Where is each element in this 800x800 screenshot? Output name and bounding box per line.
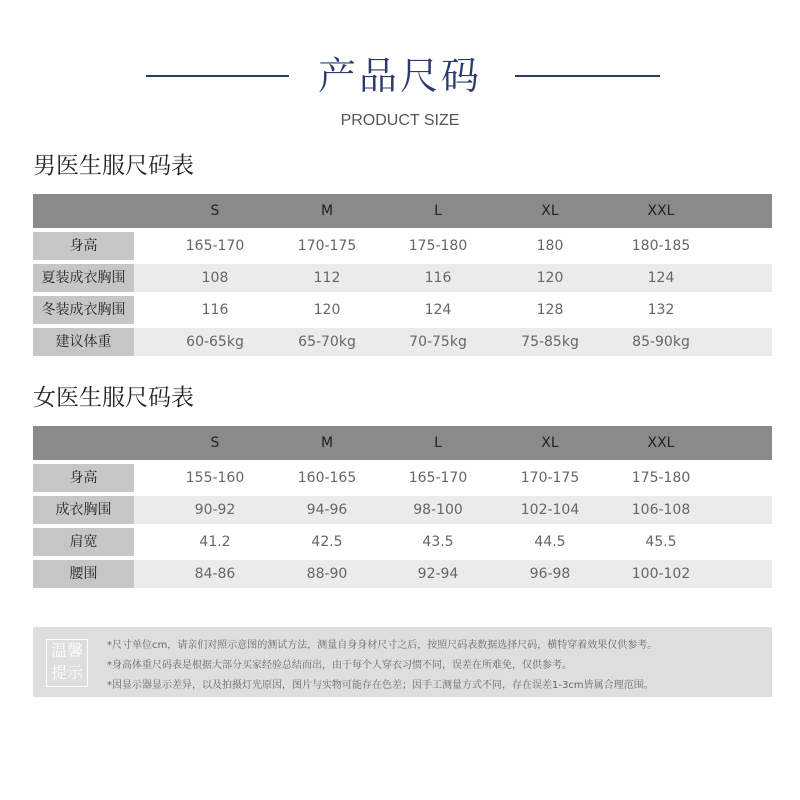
- size-header: L: [434, 435, 442, 451]
- tips-label: [46, 639, 88, 687]
- table-cell: 132: [647, 302, 675, 318]
- table-cell: 175-180: [408, 238, 468, 254]
- table-cell: 42.5: [311, 534, 343, 550]
- table-cell: 98-100: [413, 502, 463, 518]
- table-cell: 60-65kg: [186, 334, 244, 350]
- table-cell: 84-86: [194, 566, 236, 582]
- tips-label-line: 提示: [50, 663, 83, 682]
- table-cell: 116: [424, 270, 452, 286]
- tip-text: *身高体重尺码表是根据大部分买家经验总结而出，由于每个人穿衣习惯不同，误差在所难免，仅供参考。: [107, 660, 572, 671]
- table-row: [33, 560, 772, 588]
- table-cell: 88-90: [306, 566, 348, 582]
- table-cell: 124: [424, 302, 452, 318]
- row-label: 夏装成衣胸围: [33, 264, 134, 292]
- table-cell: 170-175: [297, 238, 357, 254]
- tips-box: [33, 627, 772, 697]
- table-cell: 96-98: [529, 566, 571, 582]
- size-header: S: [210, 203, 220, 219]
- table-cell: 41.2: [199, 534, 231, 550]
- table-cell: 102-104: [520, 502, 580, 518]
- size-header: XL: [541, 435, 559, 451]
- table-cell: 165-170: [185, 238, 245, 254]
- table-cell: 175-180: [631, 470, 691, 486]
- table-cell: 45.5: [645, 534, 677, 550]
- row-label: 腰围: [33, 560, 134, 588]
- table-row: [33, 264, 772, 292]
- table-cell: 116: [201, 302, 229, 318]
- table-cell: 94-96: [306, 502, 348, 518]
- page-header: [0, 48, 800, 148]
- table-cell: 85-90kg: [632, 334, 690, 350]
- page-subtitle: PRODUCT SIZE: [340, 112, 460, 129]
- size-header: XXL: [647, 435, 675, 451]
- table-cell: 124: [647, 270, 675, 286]
- table-row: [33, 496, 772, 524]
- table-cell: 112: [313, 270, 341, 286]
- row-label: 冬装成衣胸围: [33, 296, 134, 324]
- table-row: [33, 528, 772, 556]
- table-row: [33, 464, 772, 492]
- table-row: [33, 296, 772, 324]
- men-table-title: 男医生服尺码表: [33, 153, 194, 179]
- row-label: 身高: [33, 464, 134, 492]
- table-cell: 65-70kg: [298, 334, 356, 350]
- size-header: S: [210, 435, 220, 451]
- table-cell: 70-75kg: [409, 334, 467, 350]
- row-label: 建议体重: [33, 328, 134, 356]
- table-header: [33, 194, 772, 228]
- table-cell: 106-108: [631, 502, 691, 518]
- size-header: XXL: [647, 203, 675, 219]
- size-header: XL: [541, 203, 559, 219]
- size-header: M: [320, 435, 334, 451]
- table-cell: 120: [536, 270, 564, 286]
- table-cell: 120: [313, 302, 341, 318]
- table-cell: 180-185: [631, 238, 691, 254]
- table-header: [33, 426, 772, 460]
- table-row: [33, 232, 772, 260]
- size-header: L: [434, 203, 442, 219]
- table-cell: 108: [201, 270, 229, 286]
- row-label: 成衣胸围: [33, 496, 134, 524]
- tip-text: *尺寸单位cm，请亲们对照示意图的测试方法，测量自身身材尺寸之后，按照尺码表数据选择尺码，横特穿着效果仅供参考。: [107, 640, 658, 651]
- table-cell: 43.5: [422, 534, 454, 550]
- women-table-title: 女医生服尺码表: [33, 385, 194, 411]
- table-cell: 155-160: [185, 470, 245, 486]
- table-cell: 44.5: [534, 534, 566, 550]
- size-header: M: [320, 203, 334, 219]
- tips-label-line: 温馨: [50, 641, 83, 660]
- table-cell: 160-165: [297, 470, 357, 486]
- table-cell: 170-175: [520, 470, 580, 486]
- table-cell: 165-170: [408, 470, 468, 486]
- women-size-table: [33, 426, 772, 588]
- page-title: 产品尺码: [317, 54, 482, 98]
- table-cell: 90-92: [194, 502, 236, 518]
- table-cell: 92-94: [417, 566, 459, 582]
- table-cell: 75-85kg: [521, 334, 579, 350]
- table-cell: 128: [536, 302, 564, 318]
- title-rule-right: [515, 75, 660, 77]
- row-label: 身高: [33, 232, 134, 260]
- men-size-table: [33, 194, 772, 356]
- tip-text: *因显示器显示差异，以及拍摄灯光原因，图片与实物可能存在色差；因手工测量方式不同，存在误差1-3cm皆属合理范围。: [107, 680, 654, 691]
- row-label: 肩宽: [33, 528, 134, 556]
- table-cell: 100-102: [631, 566, 691, 582]
- table-cell: 180: [536, 238, 564, 254]
- table-row: [33, 328, 772, 356]
